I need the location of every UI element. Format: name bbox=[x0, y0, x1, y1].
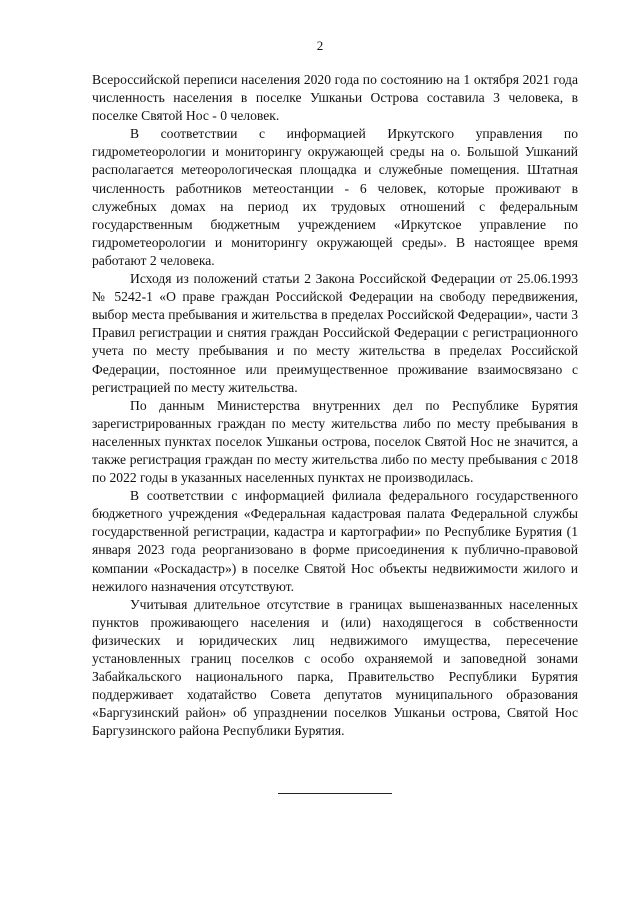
end-separator-line bbox=[278, 793, 392, 794]
paragraph-census: Всероссийской переписи населения 2020 года по состоянию на 1 октября 2021 года численность населения в поселке Ушканьи Острова составила 3 человека, в поселке Святой Нос - 0 человек. bbox=[92, 72, 578, 124]
paragraph-meteostation: В соответствии с информацией Иркутского управления по гидрометеорологии и мониторингу окружающей среды на о. Большой Ушканий располагается метеорологическая площадка и служебные помещения. Штатная численность работников метеостанции - 6 человек, которые проживают в служебных домах на период их трудовых отношений с федеральным государственным бюджетным учреждением «Иркутское управление по гидрометеорологии и мониторингу окружающей среды». В настоящее время работают 2 человека. bbox=[92, 126, 578, 268]
document-body bbox=[92, 71, 578, 740]
paragraph-conclusion: Учитывая длительное отсутствие в границах вышеназванных населенных пунктов проживающего населения и (или) находящегося в собственности физических и юридических лиц недвижимого имущества, пересечение установленных границ поселков с особо охраняемой и заповедной зонами Забайкальского национального парка, Правительство Республики Бурятия поддерживает ходатайство Совета депутатов муниципального образования «Баргузинский район» об упразднении поселков Ушканьи острова, Святой Нос Баргузинского района Республики Бурятия. bbox=[92, 596, 578, 739]
paragraph-law-registration: Исходя из положений статьи 2 Закона Российской Федерации от 25.06.1993 № 5242-1 «О праве граждан Российской Федерации на свободу передвижения, выбор места пребывания и жительства в пределах Российской Федерации», части 3 Правил регистрации и снятия граждан Российской Федерации с регистрационного учета по месту пребывания и по месту жительства в пределах Российской Федерации, постоянное или преимущественное проживание взаимосвязано с регистрацией по месту жительства. bbox=[92, 271, 578, 395]
page-number: 2 bbox=[316, 38, 324, 53]
paragraph-cadastral-chamber: В соответствии с информацией филиала федерального государственного бюджетного учреждения «Федеральная кадастровая палата Федеральной службы государственной регистрации, кадастра и картографии» по Республике Бурятия (1 января 2023 года реорганизовано в форме присоединения к публично-правовой компании «Роскадастр») в поселке Святой Нос объекты недвижимости жилого и нежилого назначения отсутствуют. bbox=[92, 488, 578, 594]
paragraph-interior-ministry: По данным Министерства внутренних дел по Республике Бурятия зарегистрированных граждан по месту жительства либо по месту пребывания в населенных пунктах поселок Ушканьи острова, поселок Святой Нос не значится, а также регистрация граждан по месту жительства либо по месту пребывания с 2018 по 2022 годы в указанных населенных пунктах не производилась. bbox=[92, 397, 578, 486]
